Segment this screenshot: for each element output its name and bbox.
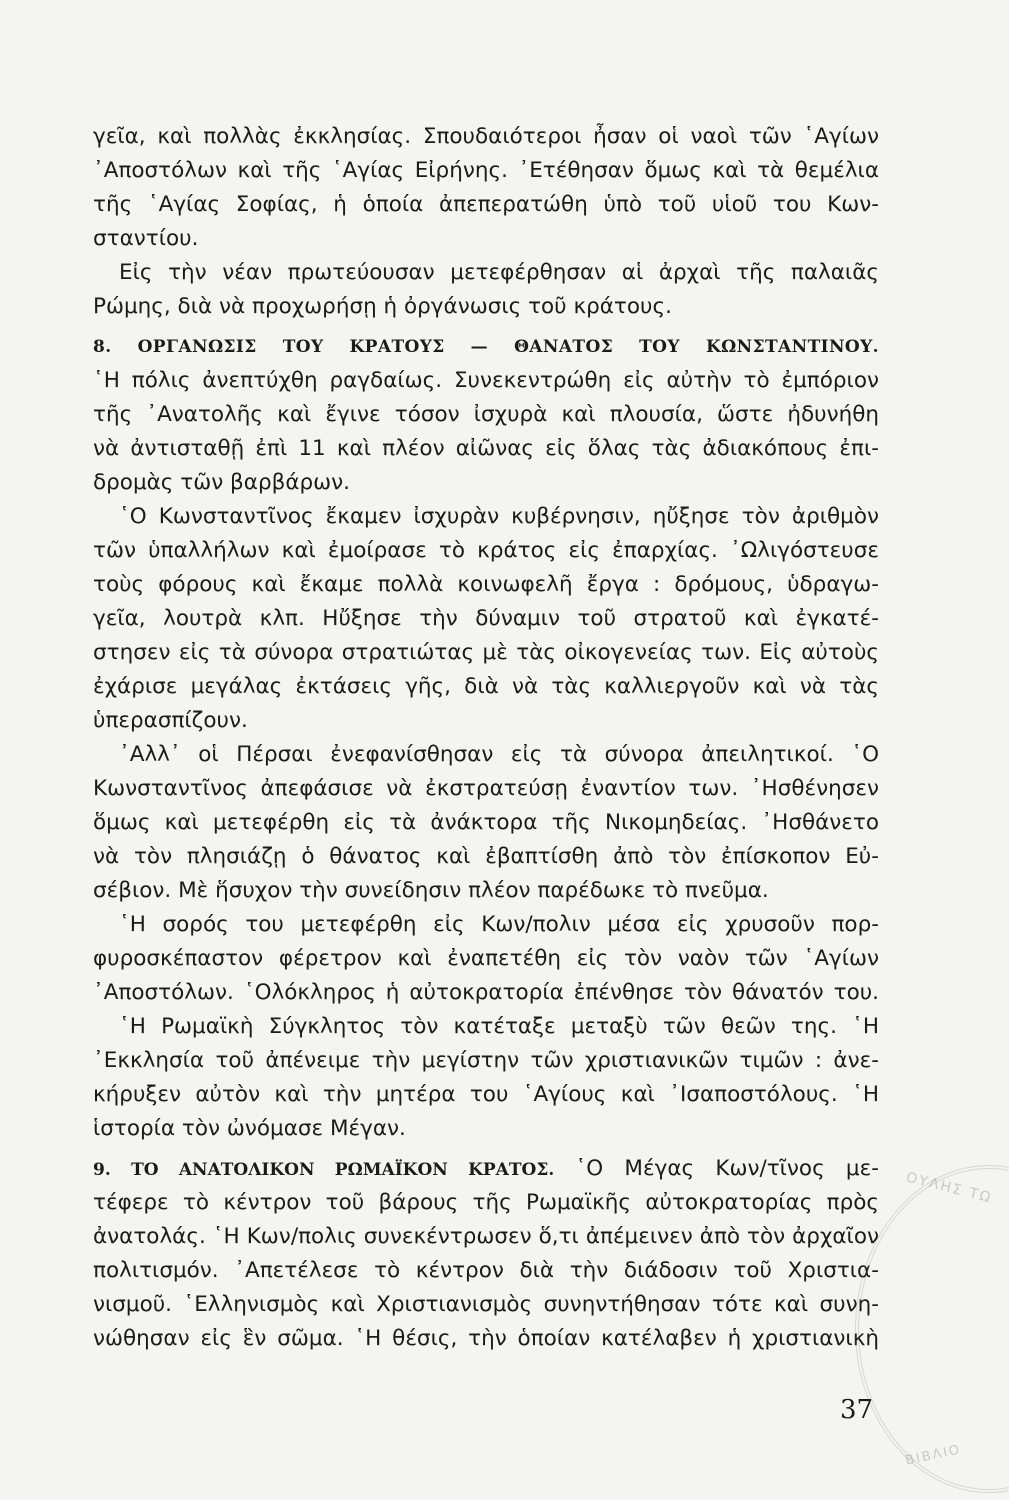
- section-9-text: ῾Ο Μέγας Κων/τῖνος με-: [554, 1156, 879, 1181]
- text-line: ῾Η σορός του μετεφέρθη εἰς Κων/πολιν μέσα εἰς χρυσοῦν πορ-: [119, 912, 879, 937]
- text-line: γεῖα, καὶ πολλὰς ἐκκλησίας. Σπουδαιότεροι ἦσαν οἱ ναοὶ τῶν ῾Αγίων: [93, 124, 879, 149]
- page-number: 37: [840, 1395, 874, 1425]
- text-line: ὑπερασπίζουν.: [93, 708, 248, 733]
- text-line: τῆς ᾿Ανατολῆς καὶ ἔγινε τόσον ἰσχυρὰ καὶ πλουσία, ὥστε ἠδυνήθη: [93, 402, 879, 427]
- text-line: Κωνσταντῖνος ἀπεφάσισε νὰ ἐκστρατεύσῃ ἐναντίον των. ᾿Ησθένησεν: [93, 776, 879, 801]
- library-stamp-text: ΒΙΒΛΙΟ: [904, 1442, 963, 1469]
- text-line: ᾿Αποστόλων καὶ τῆς ῾Αγίας Εἰρήνης. ᾿Ετέθησαν ὅμως καὶ τὰ θεμέλια: [93, 158, 879, 183]
- text-line: νισμοῦ. ῾Ελληνισμὸς καὶ Χριστιανισμὸς συνηντήθησαν τότε καὶ συνη-: [93, 1292, 879, 1317]
- text-line: νώθησαν εἰς ἓν σῶμα. ῾Η θέσις, τὴν ὁποίαν κατέλαβεν ἡ χριστιανικὴ: [93, 1326, 879, 1351]
- section-9-first-line: [93, 1152, 879, 1186]
- text-line: τοὺς φόρους καὶ ἔκαμε πολλὰ κοινωφελῆ ἔργα : δρόμους, ὑδραγω-: [93, 572, 879, 597]
- text-line: ἐχάρισε μεγάλας ἐκτάσεις γῆς, διὰ νὰ τὰς καλλιεργοῦν καὶ νὰ τὰς: [93, 674, 879, 699]
- text-line: ᾿Αλλ᾿ οἱ Πέρσαι ἐνεφανίσθησαν εἰς τὰ σύνορα ἀπειλητικοί. ῾Ο: [119, 742, 879, 767]
- page-body: [93, 120, 879, 1356]
- text-line: τῆς ῾Αγίας Σοφίας, ἡ ὁποία ἀπεπερατώθη ὑπὸ τοῦ υἱοῦ του Κων-: [93, 192, 879, 217]
- text-line: φυροσκέπαστον φέρετρον καὶ ἐναπετέθη εἰς τὸν ναὸν τῶν ῾Αγίων: [93, 946, 879, 971]
- text-line: τέφερε τὸ κέντρον τοῦ βάρους τῆς Ρωμαϊκῆς αὐτοκρατορίας πρὸς: [93, 1190, 879, 1215]
- text-line: ᾿Εκκλησία τοῦ ἀπένειμε τὴν μεγίστην τῶν χριστιανικῶν τιμῶν : ἀνε-: [93, 1048, 879, 1073]
- text-line: ῾Ο Κωνσταντῖνος ἔκαμεν ἰσχυρὰν κυβέρνησιν, ηὔξησε τὸν ἀριθμὸν: [119, 504, 879, 529]
- text-line: πολιτισμόν. ᾿Απετέλεσε τὸ κέντρον διὰ τὴν διάδοσιν τοῦ Χριστια-: [93, 1258, 879, 1283]
- section-heading-8: 8. ΟΡΓΑΝΩΣΙΣ ΤΟΥ ΚΡΑΤΟΥΣ — ΘΑΝΑΤΟΣ ΤΟΥ ΚΩΝΣΤΑΝΤΙΝΟΥ.: [93, 337, 879, 357]
- text-line: τῶν ὑπαλλήλων καὶ ἐμοίρασε τὸ κράτος εἰς ἐπαρχίας. ᾿Ωλιγόστευσε: [93, 538, 879, 563]
- text-line: ὅμως καὶ μετεφέρθη εἰς τὰ ἀνάκτορα τῆς Νικομηδείας. ᾿Ησθάνετο: [93, 810, 879, 835]
- text-line: Εἰς τὴν νέαν πρωτεύουσαν μετεφέρθησαν αἱ ἀρχαὶ τῆς παλαιᾶς: [119, 260, 879, 285]
- text-line: δρομὰς τῶν βαρβάρων.: [93, 470, 350, 495]
- text-line: ἀνατολάς. ῾Η Κων/πολις συνεκέντρωσεν ὅ,τι ἀπέμεινεν ἀπὸ τὸν ἀρχαῖον: [93, 1224, 879, 1249]
- text-line: νὰ ἀντισταθῇ ἐπὶ 11 καὶ πλέον αἰῶνας εἰς ὅλας τὰς ἀδιακόπους ἐπι-: [93, 436, 879, 461]
- text-line: γεῖα, λουτρὰ κλπ. Ηὔξησε τὴν δύναμιν τοῦ στρατοῦ καὶ ἐγκατέ-: [93, 606, 879, 631]
- text-line: σταντίου.: [93, 226, 199, 251]
- text-line: κήρυξεν αὐτὸν καὶ τὴν μητέρα του ῾Αγίους καὶ ᾿Ισαποστόλους. ῾Η: [93, 1082, 879, 1107]
- text-line: ῾Η πόλις ἀνεπτύχθη ραγδαίως. Συνεκεντρώθη εἰς αὐτὴν τὸ ἐμπόριον: [93, 368, 879, 393]
- section-heading-9: 9. ΤΟ ΑΝΑΤΟΛΙΚΟΝ ΡΩΜΑΪΚΟΝ ΚΡΑΤΟΣ.: [93, 1160, 555, 1180]
- text-line: σέβιον. Μὲ ἥσυχον τὴν συνείδησιν πλέον παρέδωκε τὸ πνεῦμα.: [93, 878, 769, 903]
- text-line: Ρώμης, διὰ νὰ προχωρήσῃ ἡ ὀργάνωσις τοῦ κράτους.: [93, 294, 672, 319]
- text-line: νὰ τὸν πλησιάζῃ ὁ θάνατος καὶ ἐβαπτίσθη ἀπὸ τὸν ἐπίσκοπον Εὐ-: [93, 844, 879, 869]
- text-line: στησεν εἰς τὰ σύνορα στρατιώτας μὲ τὰς οἰκογενείας των. Εἰς αὐτοὺς: [93, 640, 879, 665]
- library-stamp-text: ΟΥΛΗΣ ΤΩ: [904, 1169, 994, 1207]
- text-line: ᾿Αποστόλων. ῾Ολόκληρος ἡ αὐτοκρατορία ἐπένθησε τὸν θάνατόν του.: [93, 980, 879, 1005]
- text-line: ῾Η Ρωμαϊκὴ Σύγκλητος τὸν κατέταξε μεταξὺ τῶν θεῶν της. ῾Η: [119, 1014, 879, 1039]
- text-line: ἱστορία τὸν ὠνόμασε Μέγαν.: [93, 1116, 406, 1141]
